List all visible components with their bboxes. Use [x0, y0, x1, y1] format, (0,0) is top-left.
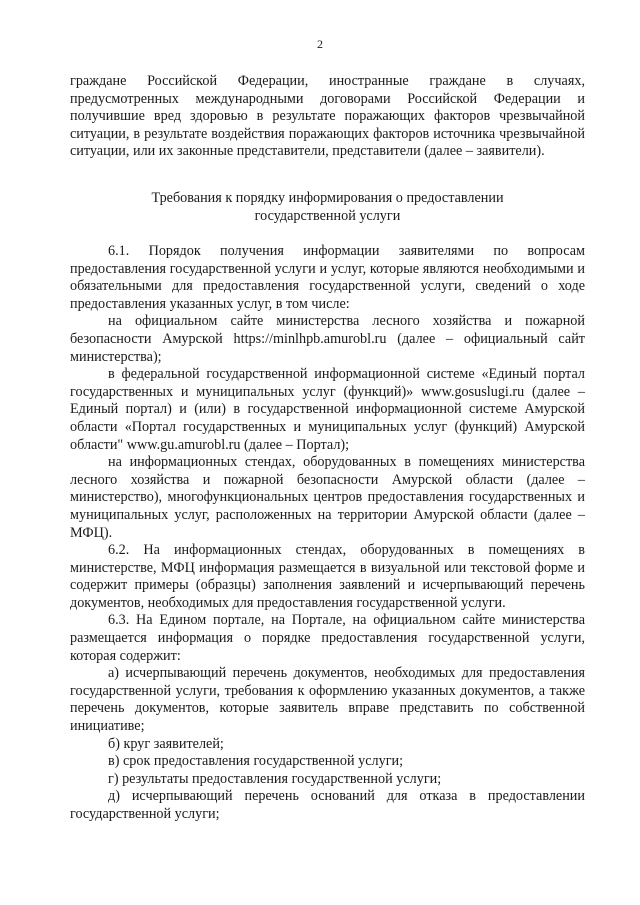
list-item-v: в) срок предоставления государственной услуги;: [108, 753, 404, 770]
list-item-d: д) исчерпывающий перечень оснований для отказа в предоставлении государственной услуги;: [70, 788, 585, 822]
intro-text: граждане Российской Федерации, иностранные граждане в случаях, предусмотренных международными договорами Российской Федерации и получившие вред здоровью в результате поражающих факторов чрезвычайной ситуации, в результате воздействия поражающих факторов источника чрезвычайной ситуации, или их законные представители, представители (далее – заявители).: [70, 73, 585, 160]
body-text: [70, 243, 585, 824]
paragraph-unified-portal: в федеральной государственной информационной системе «Единый портал государственных и муниципальных услуг (функций)» www.gosuslugi.ru (далее – Единый портал) и (или) в государственной информационной системе Амурской области «Портал государственных и муниципальных услуг (функций) Амурской области" www.gu.amurobl.ru (далее – Портал);: [70, 366, 585, 453]
list-item-a: а) исчерпывающий перечень документов, необходимых для предоставления государственной услуги, требования к оформлению указанных документов, а также перечень документов, которые заявитель вправе представить по собственной инициативе;: [70, 665, 585, 735]
paragraph-6-2: 6.2. На информационных стендах, оборудованных в помещениях в министерстве, МФЦ информация размещается в визуальной или текстовой форме и содержит примеры (образцы) заполнения заявлений и исчерпывающий перечень документов, необходимых для предоставления государственной услуги.: [70, 542, 585, 611]
list-item-g: г) результаты предоставления государственной услуги;: [108, 770, 442, 787]
intro-paragraph: [70, 73, 585, 161]
page-number: 2: [317, 37, 323, 51]
heading-line-1: Требования к порядку информирования о предоставлении: [151, 190, 504, 206]
paragraph-info-stands: на информационных стендах, оборудованных в помещениях министерства лесного хозяйства и пожарной безопасности Амурской области (далее – министерство), многофункциональных центров предоставления государственных и муниципальных услуг, расположенных на территории Амурской области (далее – МФЦ).: [70, 454, 585, 541]
paragraph-6-1: 6.1. Порядок получения информации заявителями по вопросам предоставления государственной услуги и услуг, которые являются необходимыми и обязательными для предоставления государственной услуги, сведений о ходе предоставления указанных услуг, в том числе:: [70, 243, 585, 312]
paragraph-6-3: 6.3. На Едином портале, на Портале, на официальном сайте министерства размещается информация о порядке предоставления государственной услуги, которая содержит:: [70, 612, 585, 664]
list-item-b: б) круг заявителей;: [108, 735, 224, 752]
section-heading: [70, 190, 585, 225]
paragraph-official-site: на официальном сайте министерства лесного хозяйства и пожарной безопасности Амурской https://minlhpb.amurobl.ru (далее – официальный сайт министерства);: [70, 313, 585, 365]
heading-line-2: государственной услуги: [254, 207, 401, 224]
